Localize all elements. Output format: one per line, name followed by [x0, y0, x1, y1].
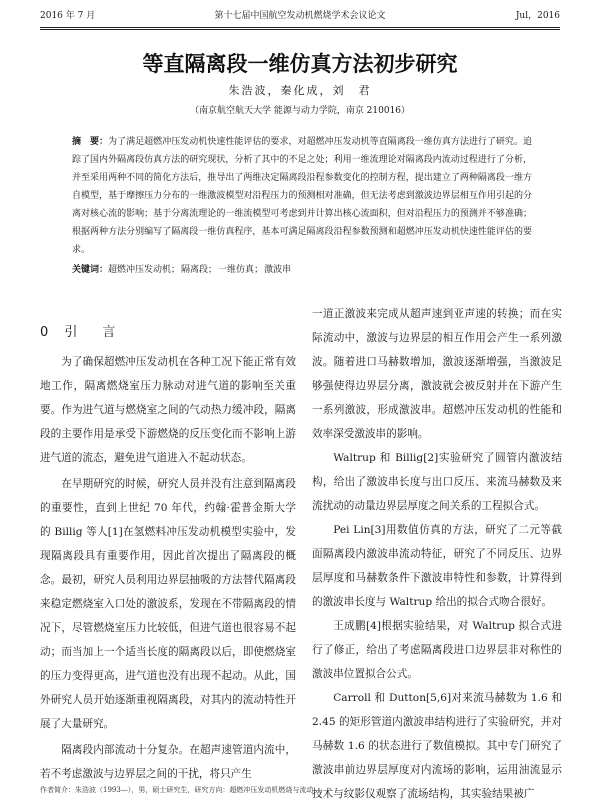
left-column	[40, 302, 296, 786]
body-paragraph: 一道正激波来完成从超声速到亚声速的转换；而在实际流动中，激波与边界层的相互作用会产生一系列激波。随着进口马赫数增加，激波逐渐增强，当激波足够强使得边界层分离，激波就会被反射并在下游产生一系列激波，形成激波串。超燃冲压发动机的性能和效率深受激波串的影响。	[312, 308, 562, 440]
body-paragraph: 隔离段内部流动十分复杂。在超声速管道内流中，若不考虑激波与边界层之间的干扰，将只产生	[40, 744, 296, 780]
paper-affiliation: （南京航空航天大学 能源与动力学院，南京 210016）	[189, 106, 411, 116]
header-rule-thin	[40, 29, 560, 30]
keyword-item: 一维仿真	[218, 265, 255, 275]
paper-authors: 朱浩波，秦化成，刘 君	[228, 84, 372, 97]
section-title: 引 言	[64, 325, 122, 340]
keyword-item: 超燃冲压发动机	[108, 265, 172, 275]
body-paragraph: Carroll 和 Dutton[5,6]对来流马赫数为 1.6 和 2.45 的矩形管道内激波串结构进行了实验研究，并对马赫数 1.6 的状态进行了数值模拟。其中专门研究了激波串前边界层厚度对内流场的影响，运用油流显示技术与纹影仪观察了流场结构，其实验结果被广	[312, 692, 562, 800]
body-paragraph: 王成鹏[4]根据实验结果，对 Waltrup 拟合式进行了修正，给出了考虑隔离段进口边界层非对称性的激波串位置拟合公式。	[312, 620, 562, 680]
paper-title: 等直隔离段一维仿真方法初步研究	[142, 52, 458, 76]
keywords-label: 关键词：	[72, 265, 109, 275]
header-conference: 第十七届中国航空发动机燃烧学术会议论文	[214, 11, 386, 21]
keyword-item: 隔离段	[181, 265, 209, 275]
body-paragraph: Pei Lin[3]用数值仿真的方法，研究了二元等截面隔离段内激波串流动特征，研究了不同反压、边界层厚度和马赫数条件下激波串特性和参数，计算得到的激波串长度与 Waltrup 给出的拟合式吻合很好。	[312, 524, 562, 608]
header-date: 2016 年 7 月	[40, 11, 96, 21]
keyword-item: 激波串	[264, 265, 292, 275]
running-header	[40, 8, 560, 24]
footnote: 作者简介：朱浩波（1993—），男，硕士研究生，研究方向：超燃冲压发动机燃烧与流动 …	[40, 786, 323, 794]
abstract-text: 为了满足超燃冲压发动机快速性能评估的要求，对超燃冲压发动机等直隔离段一维仿真方法进行了研究。追踪了国内外隔离段仿真方法的研究现状，分析了其中的不足之处；利用一维流理论对隔离段内流动过程进行了分析，并至采用两种不同的简化方法后，推导出了两维决定隔离段沿程参数变化的控制方程，提出建立了两种隔离段一维方自模型，基于摩擦压力分布的一维激波模型对沿程压力的预测相对准确，但无法考虑到激波边界层相互作用引起的分离对核心流的影响；基于分离流理论的一维流模型可考虑到并计算出核心流面积，但对沿程压力的预测并不够准确；根据两种方法分别编写了隔离段一维仿真程序，基本可满足隔离段沿程参数预测和超燃冲压发动机快速性能评估的要求。	[72, 137, 532, 255]
header-rule	[40, 27, 560, 28]
right-column	[312, 302, 562, 806]
abstract-label: 摘 要：	[72, 137, 109, 147]
section-number: 0	[40, 325, 55, 340]
body-paragraph: Waltrup 和 Billig[2]实验研究了圆管内激波结构，给出了激波串长度与出口反压、来流马赫数及来流扰动的动量边界层厚度之间关系的工程拟合式。	[312, 452, 562, 512]
section-heading	[40, 316, 296, 350]
body-paragraph: 为了确保超燃冲压发动机在各种工况下能正常有效地工作，隔离燃烧室压力脉动对进气道的影响至关重要。作为进气道与燃烧室之间的气动热力缓冲段，隔离段的主要作用是承受下游燃烧的反压变化而不影响上游进气道的流态，避免进气道进入不起动状态。	[40, 356, 296, 464]
body-paragraph: 在早期研究的时候，研究人员并没有注意到隔离段的重要性，直到上世纪 70 年代，约翰·霍普金斯大学的 Billig 等人[1]在氢燃料冲压发动机模型实验中，发现隔离段具有重要作用，因此首次提出了隔离段的概念。最初，研究人员利用边界层抽吸的方法替代隔离段来稳定燃烧室入口处的激波系，发现在不带隔离段的情况下，尽管燃烧室压力比较低，但进气道也很容易不起动；而当加上一个适当长度的隔离段以后，即使燃烧室的压力变得更高，进气道也没有出现不起动。从此，国外研究人员开始逐渐重视隔离段，对其内的流动特性开展了大量研究。	[40, 478, 296, 730]
abstract	[72, 133, 532, 259]
header-date-en: Jul，2016	[515, 11, 560, 21]
keywords: 关键词：超燃冲压发动机；隔离段；一维仿真；激波串	[72, 265, 292, 275]
